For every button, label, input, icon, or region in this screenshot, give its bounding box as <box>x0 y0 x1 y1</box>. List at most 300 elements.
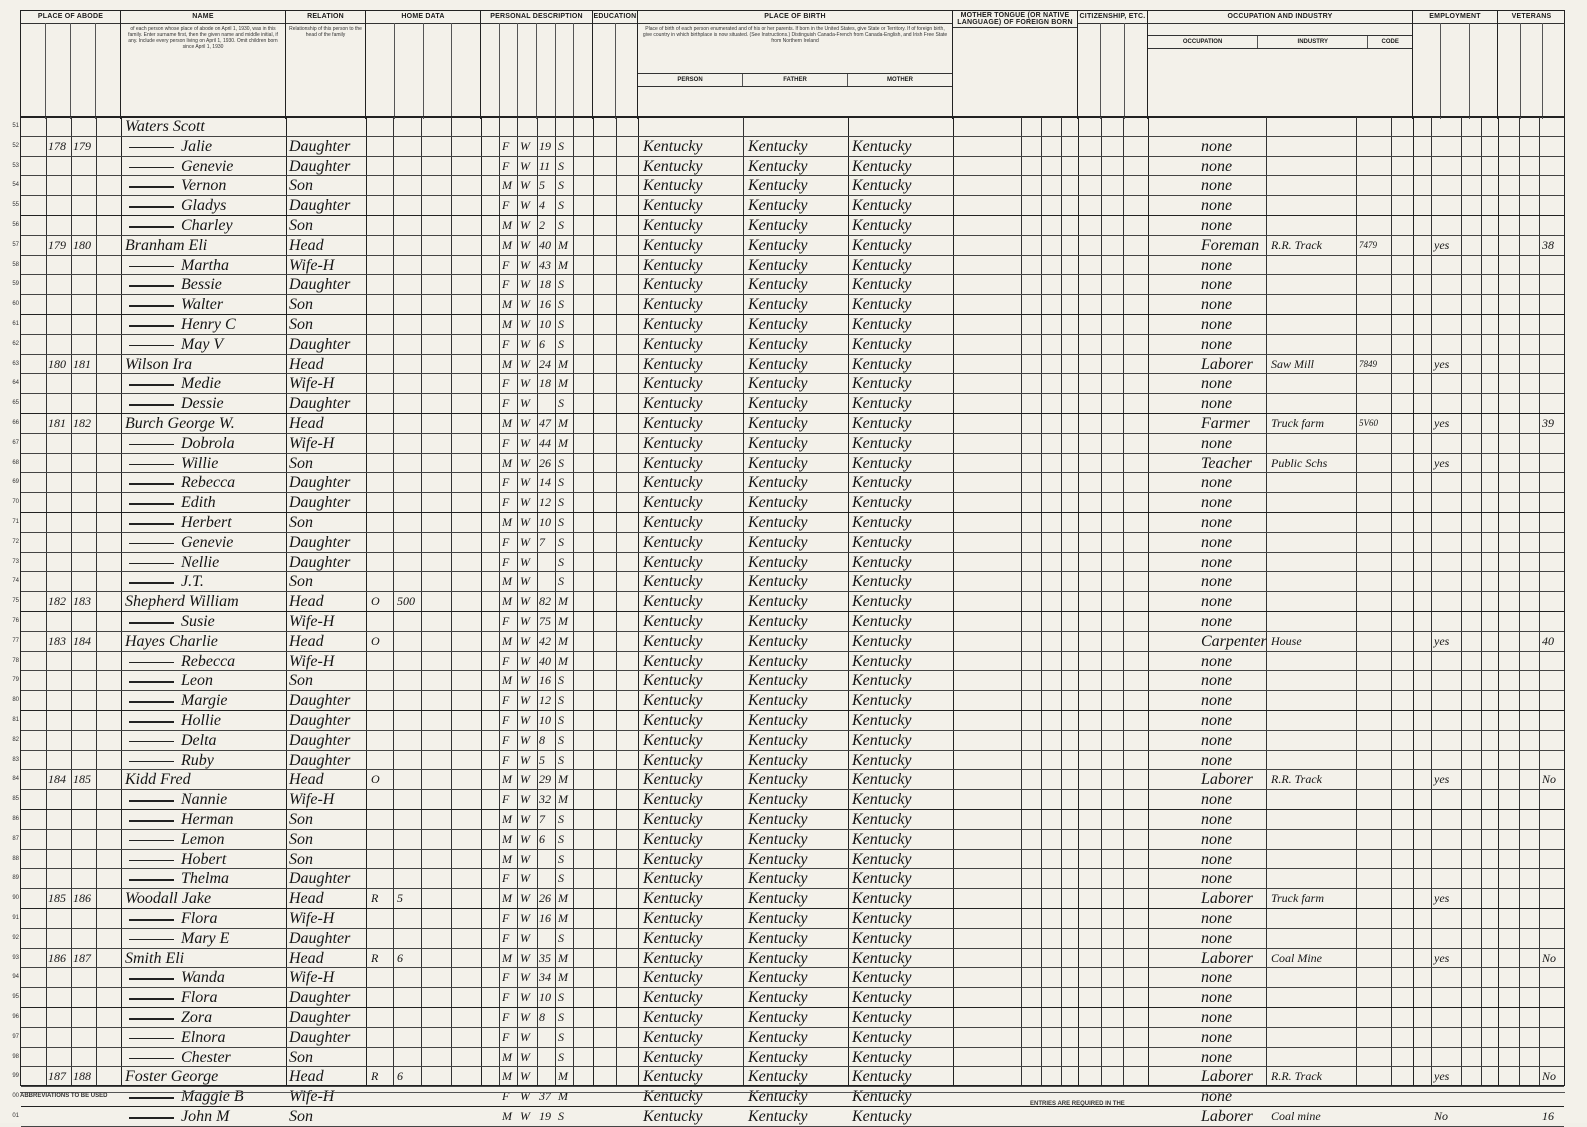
cell-ms: S <box>558 515 564 529</box>
cell-race: W <box>520 1029 530 1044</box>
census-row <box>12 295 1564 315</box>
cell-ms: S <box>558 534 564 549</box>
cell-ms: S <box>558 317 564 331</box>
cell-ms: S <box>558 732 564 747</box>
cell-dw: 186 <box>48 950 66 965</box>
cell-name: Edith <box>181 494 216 512</box>
census-row <box>12 572 1564 592</box>
cell-mb: Kentucky <box>852 434 912 452</box>
cell-dw: 184 <box>48 772 66 787</box>
header-relation: RELATION Relationship of this person to the head of the family <box>286 11 366 119</box>
cell-sex: F <box>502 871 510 886</box>
cell-ms: M <box>558 911 568 925</box>
cell-race: W <box>520 1069 530 1084</box>
cell-pb: Kentucky <box>643 731 703 749</box>
cell-pb: Kentucky <box>643 494 703 512</box>
cell-age: 8 <box>539 1010 545 1024</box>
cell-fam: 185 <box>73 772 91 787</box>
cell-mb: Kentucky <box>852 316 912 333</box>
cell-name: Genevie <box>181 533 234 551</box>
surname-ditto-dash <box>129 800 174 802</box>
cell-fb: Kentucky <box>748 1088 808 1106</box>
cell-fb: Kentucky <box>748 494 808 512</box>
surname-ditto-dash <box>129 563 174 565</box>
cell-pb: Kentucky <box>643 949 703 967</box>
cell-ms: M <box>558 970 568 985</box>
surname-ditto-dash <box>129 444 174 446</box>
cell-rel: Son <box>289 454 313 472</box>
cell-fam: 187 <box>73 950 91 965</box>
cell-pb: Kentucky <box>643 137 703 155</box>
census-row <box>12 968 1564 988</box>
cell-occ: none <box>1201 1028 1233 1046</box>
census-row <box>12 335 1564 355</box>
cell-occ: none <box>1201 870 1233 888</box>
cell-race: W <box>520 990 530 1005</box>
cell-race: W <box>520 1010 530 1024</box>
cell-occ: none <box>1201 929 1233 947</box>
cell-sex: F <box>502 396 510 411</box>
line-number: 73 <box>12 558 19 565</box>
cell-mb: Kentucky <box>852 514 912 531</box>
cell-rel: Wife-H <box>289 969 335 987</box>
cell-age: 8 <box>539 732 545 747</box>
cell-name: Wanda <box>181 969 225 987</box>
census-row <box>12 553 1564 573</box>
cell-rel: Daughter <box>289 712 351 729</box>
cell-mb: Kentucky <box>852 791 912 809</box>
census-row <box>12 493 1564 513</box>
cell-rel: Head <box>289 1068 324 1086</box>
cell-occ: none <box>1201 395 1233 413</box>
cell-fb: Kentucky <box>748 672 808 690</box>
cell-rel: Daughter <box>289 533 351 551</box>
surname-ditto-dash <box>129 1058 174 1060</box>
cell-mb: Kentucky <box>852 1028 912 1046</box>
cell-fb: Kentucky <box>748 890 808 908</box>
census-row <box>12 830 1564 850</box>
cell-sex: F <box>502 495 510 510</box>
surname-ditto-dash <box>129 939 174 941</box>
surname-ditto-dash <box>129 167 174 169</box>
cell-occ: none <box>1201 217 1233 234</box>
cell-fb: Kentucky <box>748 177 808 195</box>
header-place-of-abode: PLACE OF ABODE <box>21 11 121 119</box>
cell-name: Walter <box>181 296 224 314</box>
cell-race: W <box>520 930 530 945</box>
cell-race: W <box>520 336 530 351</box>
cell-age: 40 <box>539 653 551 668</box>
census-row <box>12 394 1564 414</box>
cell-fam: 181 <box>73 356 91 371</box>
cell-race: W <box>520 534 530 549</box>
cell-name: Foster George <box>125 1068 219 1086</box>
cell-fb: Kentucky <box>748 870 808 888</box>
cell-rel: Daughter <box>289 335 351 353</box>
line-number: 93 <box>12 954 19 961</box>
cell-pb: Kentucky <box>643 197 703 215</box>
cell-race: W <box>520 198 530 213</box>
cell-pb: Kentucky <box>643 632 703 650</box>
census-header <box>20 10 1565 118</box>
cell-mb: Kentucky <box>852 632 912 650</box>
cell-sex: F <box>502 158 510 173</box>
cell-name: Mary E <box>181 929 230 947</box>
cell-pb: Kentucky <box>643 375 703 393</box>
cell-fb: Kentucky <box>748 771 808 789</box>
cell-mb: Kentucky <box>852 910 912 927</box>
cell-race: W <box>520 356 530 371</box>
line-number: 58 <box>12 261 19 268</box>
cell-sex: F <box>502 1089 510 1104</box>
line-number: 75 <box>12 598 19 605</box>
cell-pb: Kentucky <box>643 692 703 710</box>
cell-rel: Head <box>289 355 324 373</box>
census-row <box>12 434 1564 454</box>
cell-pb: Kentucky <box>643 830 703 848</box>
cell-age: 19 <box>539 1109 551 1123</box>
surname-ditto-dash <box>129 1038 174 1040</box>
cell-race: W <box>520 1089 530 1104</box>
cell-fb: Kentucky <box>748 731 808 749</box>
surname-ditto-dash <box>129 147 174 149</box>
cell-fb: Kentucky <box>748 296 808 314</box>
cell-ind: Truck farm <box>1271 416 1325 430</box>
cell-mb: Kentucky <box>852 335 912 353</box>
cell-sex: F <box>502 554 510 569</box>
cell-occ: none <box>1201 533 1233 551</box>
cell-fb: Kentucky <box>748 1048 808 1066</box>
cell-pb: Kentucky <box>643 593 703 611</box>
line-number: 92 <box>12 934 19 941</box>
cell-fam: 184 <box>73 633 91 648</box>
cell-mb: Kentucky <box>852 929 912 947</box>
cell-name: Genevie <box>181 157 234 175</box>
cell-fb: Kentucky <box>748 355 808 373</box>
cell-dw: 178 <box>48 138 66 153</box>
cell-occ: none <box>1201 553 1233 571</box>
cell-pb: Kentucky <box>643 910 703 927</box>
cell-home: O <box>371 633 380 648</box>
surname-ditto-dash <box>129 305 174 307</box>
cell-mb: Kentucky <box>852 494 912 512</box>
census-row <box>12 414 1564 434</box>
cell-age: 6 <box>539 831 545 846</box>
cell-fb: Kentucky <box>748 1009 808 1026</box>
cell-mb: Kentucky <box>852 652 912 670</box>
cell-mb: Kentucky <box>852 217 912 234</box>
cell-pb: Kentucky <box>643 415 703 432</box>
cell-vet: 40 <box>1542 633 1554 648</box>
line-number: 78 <box>12 657 19 664</box>
cell-race: W <box>520 396 530 411</box>
cell-ms: S <box>558 1010 564 1024</box>
cell-ms: S <box>558 277 564 292</box>
cell-name: Rebecca <box>181 652 236 670</box>
cell-name: Flora <box>181 989 218 1007</box>
cell-occ: none <box>1201 434 1233 452</box>
line-number: 96 <box>12 1014 19 1020</box>
cell-name: Susie <box>181 613 215 630</box>
cell-name: Maggie B <box>181 1088 244 1106</box>
line-number: 87 <box>12 835 19 842</box>
cell-rel: Daughter <box>289 989 351 1007</box>
cell-occ: none <box>1201 256 1233 274</box>
cell-race: W <box>520 732 530 747</box>
cell-race: W <box>520 871 530 886</box>
cell-vet: No <box>1542 772 1557 787</box>
line-number: 85 <box>12 796 19 803</box>
surname-ditto-dash <box>129 483 174 485</box>
cell-pb: Kentucky <box>643 751 703 769</box>
cell-race: W <box>520 752 530 767</box>
census-row <box>12 454 1564 474</box>
cell-mb: Kentucky <box>852 890 912 908</box>
cell-name: Willie <box>181 454 219 472</box>
cell-occ: none <box>1201 494 1233 512</box>
cell-pb: Kentucky <box>643 1088 703 1106</box>
cell-rel: Wife-H <box>289 375 335 393</box>
cell-rel: Wife-H <box>289 652 335 670</box>
cell-pb: Kentucky <box>643 929 703 947</box>
cell-age: 16 <box>539 297 551 312</box>
header-veterans: VETERANS <box>1498 11 1565 119</box>
cell-age: 14 <box>539 475 551 490</box>
cell-vet: 38 <box>1542 237 1554 252</box>
surname-ditto-dash <box>129 206 174 208</box>
line-number: 97 <box>12 1033 19 1040</box>
cell-fb: Kentucky <box>748 1108 808 1125</box>
cell-rel: Daughter <box>289 157 351 175</box>
cell-val: 5 <box>397 891 403 906</box>
cell-sex: F <box>502 277 510 292</box>
cell-rel: Head <box>289 632 324 650</box>
cell-occ: Laborer <box>1201 771 1253 789</box>
cell-sex: M <box>502 812 512 826</box>
cell-rel: Son <box>289 850 313 868</box>
cell-mb: Kentucky <box>852 870 912 888</box>
cell-name: Martha <box>181 256 229 274</box>
cell-fb: Kentucky <box>748 474 808 492</box>
surname-ditto-dash <box>129 840 174 842</box>
cell-rel: Head <box>289 949 324 967</box>
cell-ms: S <box>558 158 564 173</box>
header-place-of-birth: PLACE OF BIRTH Place of birth of each person enumerated and of his or her parents. If born in the United States, give State or Territory. If of foreign birth, give country in which birthplace is now situated. (See Instructions.) Distinguish Canada-French from Canada-English, and Irish Free State from Northern Ireland PERSON FATHER MOTHER <box>638 11 953 119</box>
line-number: 95 <box>12 994 19 1001</box>
cell-pb: Kentucky <box>643 672 703 690</box>
cell-sex: M <box>502 455 512 470</box>
cell-mb: Kentucky <box>852 672 912 690</box>
cell-fb: Kentucky <box>748 969 808 987</box>
cell-age: 34 <box>539 970 551 985</box>
cell-ms: M <box>558 376 568 391</box>
cell-occ: none <box>1201 712 1233 729</box>
cell-race: W <box>520 257 530 272</box>
cell-vet: No <box>1542 1069 1557 1084</box>
cell-pb: Kentucky <box>643 454 703 472</box>
cell-pb: Kentucky <box>643 850 703 868</box>
cell-age: 5 <box>539 178 545 193</box>
cell-ms: S <box>558 871 564 886</box>
cell-occ: none <box>1201 1088 1233 1106</box>
cell-occ: Farmer <box>1201 415 1250 432</box>
cell-rel: Daughter <box>289 197 351 215</box>
census-row <box>12 612 1564 632</box>
cell-fb: Kentucky <box>748 533 808 551</box>
header-name: NAME of each person whose place of abode on April 1, 1930, was in this family. Enter surname first, then the given name and middle initial, if any. Include every person living on April 1, 1930. Omit children born since April 1, 1930 <box>121 11 286 119</box>
cell-vet: 39 <box>1542 416 1554 430</box>
census-row <box>12 176 1564 196</box>
census-row <box>12 949 1564 969</box>
cell-sex: M <box>502 950 512 965</box>
cell-emp: No <box>1434 1109 1449 1123</box>
surname-ditto-dash <box>129 582 174 584</box>
cell-vet: 16 <box>1542 1109 1554 1123</box>
census-row <box>12 671 1564 691</box>
cell-ms: S <box>558 673 564 688</box>
cell-name: Leon <box>181 672 213 690</box>
cell-age: 16 <box>539 911 551 925</box>
cell-ms: S <box>558 990 564 1005</box>
cell-fb: Kentucky <box>748 236 808 254</box>
footer: ABBREVIATIONS TO BE USED ENTRIES ARE REQUIRED IN THE <box>20 1092 1565 1117</box>
cell-sex: M <box>502 574 512 589</box>
header-personal-description: PERSONAL DESCRIPTION <box>481 11 593 119</box>
cell-occ: none <box>1201 514 1233 531</box>
cell-name: Hobert <box>181 850 227 868</box>
cell-rel: Wife-H <box>289 1088 335 1106</box>
cell-rel: Son <box>289 811 313 828</box>
cell-fb: Kentucky <box>748 197 808 215</box>
line-number: 66 <box>12 420 19 426</box>
census-row <box>12 988 1564 1008</box>
cell-dw: 180 <box>48 356 66 371</box>
cell-dw: 179 <box>48 237 66 252</box>
census-row <box>12 473 1564 493</box>
cell-mb: Kentucky <box>852 296 912 314</box>
cell-fam: 179 <box>73 138 91 153</box>
cell-rel: Daughter <box>289 1009 351 1026</box>
cell-age: 2 <box>539 218 545 232</box>
cell-age: 6 <box>539 336 545 351</box>
surname-ditto-dash <box>129 345 174 347</box>
census-row <box>12 592 1564 612</box>
cell-mb: Kentucky <box>852 1009 912 1026</box>
surname-ditto-dash <box>129 741 174 743</box>
cell-pb: Kentucky <box>643 890 703 908</box>
cell-rel: Daughter <box>289 929 351 947</box>
cell-mb: Kentucky <box>852 573 912 591</box>
cell-age: 18 <box>539 277 551 292</box>
cell-mb: Kentucky <box>852 1088 912 1106</box>
cell-sex: M <box>502 1109 512 1123</box>
cell-ms: M <box>558 237 568 252</box>
cell-age: 7 <box>539 812 545 826</box>
cell-race: W <box>520 831 530 846</box>
cell-fb: Kentucky <box>748 415 808 432</box>
cell-pb: Kentucky <box>643 514 703 531</box>
header-mother-tongue: MOTHER TONGUE (OR NATIVE LANGUAGE) OF FOREIGN BORN <box>953 11 1078 119</box>
cell-occ: none <box>1201 137 1233 155</box>
cell-pb: Kentucky <box>643 811 703 828</box>
cell-sex: F <box>502 970 510 985</box>
line-number: 01 <box>12 1113 19 1119</box>
cell-ind: Truck farm <box>1271 891 1325 906</box>
cell-name: Medie <box>181 375 221 393</box>
line-number: 65 <box>12 400 19 407</box>
cell-home: O <box>371 772 380 787</box>
cell-dw: 183 <box>48 633 66 648</box>
line-number: 79 <box>12 677 19 684</box>
line-number: 54 <box>12 182 19 189</box>
cell-occ: none <box>1201 830 1233 848</box>
cell-ind: Coal Mine <box>1271 950 1322 965</box>
cell-ind: R.R. Track <box>1271 1069 1322 1084</box>
cell-name: Woodall Jake <box>125 890 212 908</box>
cell-age: 44 <box>539 435 551 450</box>
cell-sex: F <box>502 1010 510 1024</box>
cell-rel: Wife-H <box>289 910 335 927</box>
cell-rel: Head <box>289 236 324 254</box>
census-row <box>12 275 1564 295</box>
cell-rel: Daughter <box>289 553 351 571</box>
cell-sex: M <box>502 772 512 787</box>
cell-race: W <box>520 277 530 292</box>
cell-pb: Kentucky <box>643 434 703 452</box>
cell-fam: 183 <box>73 594 91 609</box>
cell-sex: F <box>502 752 510 767</box>
cell-fb: Kentucky <box>748 454 808 472</box>
line-number: 69 <box>12 479 19 486</box>
cell-sex: M <box>502 633 512 648</box>
census-row <box>12 315 1564 335</box>
surname-ditto-dash <box>129 622 174 624</box>
cell-ms: S <box>558 554 564 569</box>
cell-name: Hayes Charlie <box>125 632 218 650</box>
cell-sex: F <box>502 475 510 490</box>
line-number: 55 <box>12 202 19 209</box>
cell-rel: Son <box>289 830 313 848</box>
cell-ms: M <box>558 1069 568 1084</box>
cell-emp: yes <box>1434 772 1450 787</box>
cell-race: W <box>520 673 530 688</box>
cell-sex: F <box>502 1029 510 1044</box>
cell-age: 37 <box>539 1089 551 1104</box>
cell-pb: Kentucky <box>643 969 703 987</box>
cell-race: W <box>520 851 530 866</box>
cell-race: W <box>520 950 530 965</box>
cell-occ: none <box>1201 474 1233 492</box>
surname-ditto-dash <box>129 226 174 228</box>
cell-ms: M <box>558 435 568 450</box>
cell-rel: Daughter <box>289 751 351 769</box>
cell-fb: Kentucky <box>748 1068 808 1086</box>
line-number: 70 <box>12 499 19 506</box>
line-number: 82 <box>12 736 19 743</box>
cell-name: Hollie <box>181 712 221 729</box>
cell-mb: Kentucky <box>852 533 912 551</box>
line-number: 68 <box>12 459 19 466</box>
cell-occ: none <box>1201 969 1233 987</box>
cell-age: 19 <box>539 138 551 153</box>
cell-ms: S <box>558 178 564 193</box>
cell-rel: Son <box>289 1048 313 1066</box>
surname-ditto-dash <box>129 681 174 683</box>
cell-ms: M <box>558 891 568 906</box>
cell-pb: Kentucky <box>643 533 703 551</box>
cell-pb: Kentucky <box>643 296 703 314</box>
cell-race: W <box>520 554 530 569</box>
